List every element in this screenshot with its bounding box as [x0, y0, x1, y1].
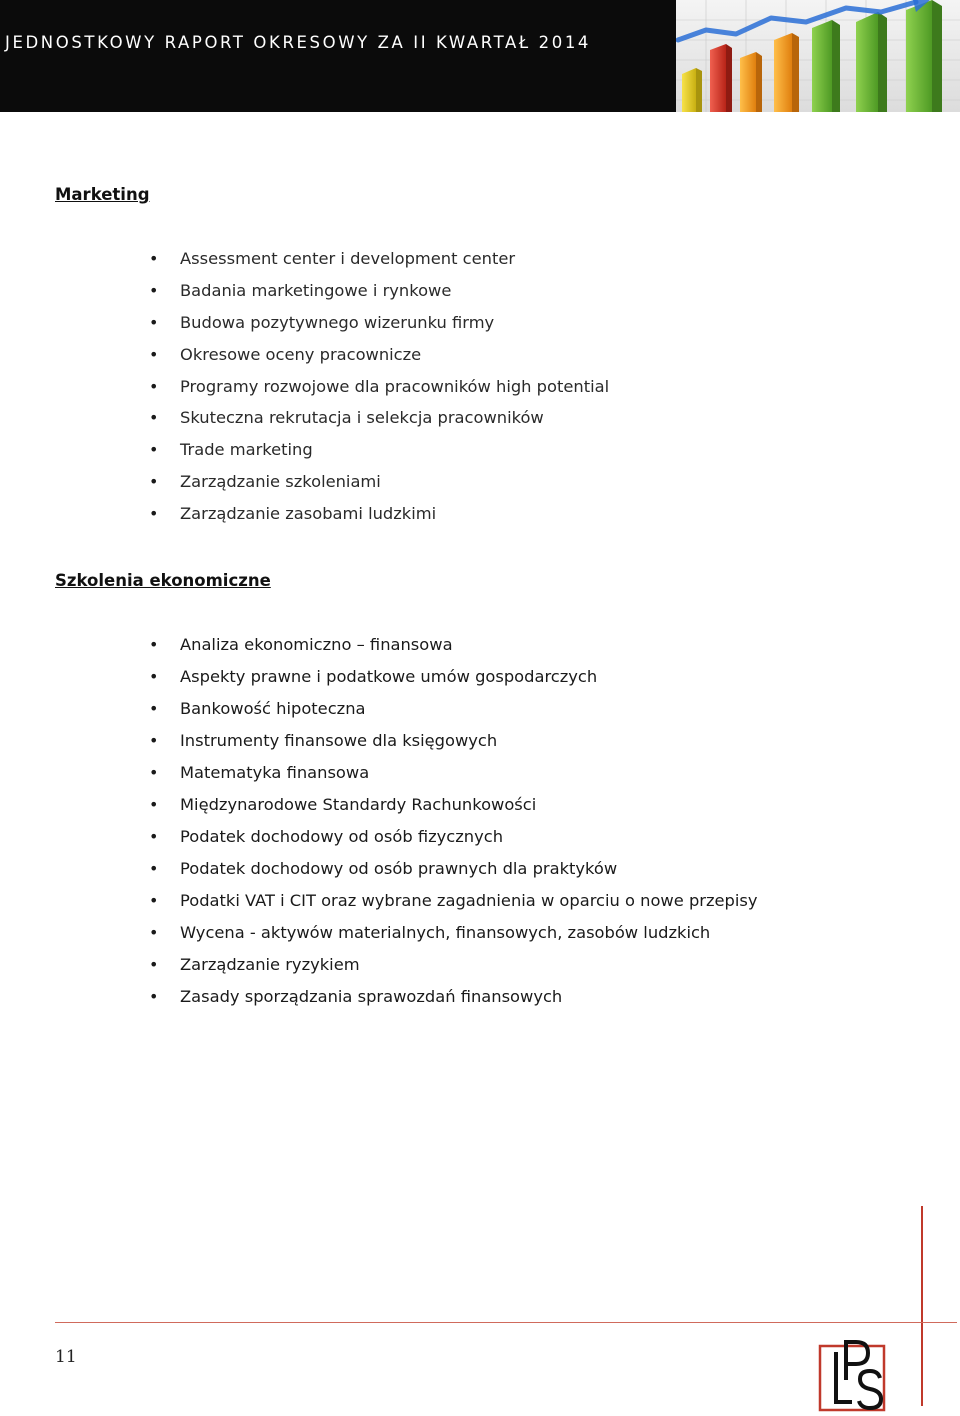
list-item-text: Podatek dochodowy od osób prawnych dla praktyków [180, 859, 618, 878]
bullet: • [149, 987, 159, 1006]
bullet: • [149, 667, 159, 686]
bullet: • [149, 955, 159, 974]
list-item-text: Badania marketingowe i rynkowe [180, 280, 452, 300]
list-item-text: Podatki VAT i CIT oraz wybrane zagadnienia w oparciu o nowe przepisy [180, 891, 758, 910]
section-heading-marketing: Marketing [55, 185, 150, 204]
bar-chart-graphic [676, 0, 960, 112]
list-item-text: Zarządzanie zasobami ludzkimi [180, 504, 437, 524]
list-item-text: Programy rozwojowe dla pracowników high potential [180, 376, 610, 396]
section-heading-szkolenia-ekonomiczne: Szkolenia ekonomiczne [55, 571, 271, 590]
bullet: • [149, 280, 159, 300]
list-item-text: Zasady sporządzania sprawozdań finansowych [180, 987, 563, 1006]
list-item-text: Podatek dochodowy od osób fizycznych [180, 827, 504, 846]
bullet: • [149, 312, 159, 332]
footer-divider [55, 1322, 957, 1323]
bullet: • [149, 859, 159, 878]
list-item-text: Zarządzanie ryzykiem [180, 955, 360, 974]
bullet: • [149, 731, 159, 750]
bullet: • [149, 408, 159, 428]
list-item-text: Wycena - aktywów materialnych, finansowych, zasobów ludzkich [180, 923, 711, 942]
list-item-text: Okresowe oceny pracownicze [180, 344, 422, 364]
list-item-text: Międzynarodowe Standardy Rachunkowości [180, 795, 537, 814]
bullet: • [149, 891, 159, 910]
list-item-text: Aspekty prawne i podatkowe umów gospodarczych [180, 667, 598, 686]
list-item-text: Skuteczna rekrutacja i selekcja pracowników [180, 408, 544, 428]
list-item-text: Analiza ekonomiczno – finansowa [180, 635, 453, 654]
bullet: • [149, 795, 159, 814]
footer-accent-line [921, 1206, 923, 1406]
bullet: • [149, 635, 159, 654]
report-header [0, 0, 960, 112]
lps-logo [816, 1338, 890, 1412]
bullet: • [149, 827, 159, 846]
list-item-text: Trade marketing [180, 440, 313, 460]
list-item-text: Assessment center i development center [180, 249, 516, 268]
bullet: • [149, 923, 159, 942]
bullet: • [149, 440, 159, 460]
list-item-text: Instrumenty finansowe dla księgowych [180, 731, 498, 750]
bullet: • [149, 699, 159, 718]
bullet: • [149, 376, 159, 396]
list-item-text: Zarządzanie szkoleniami [180, 472, 381, 492]
list-item-text: Matematyka finansowa [180, 763, 370, 782]
report-title: JEDNOSTKOWY RAPORT OKRESOWY ZA II KWARTAŁ 2014 [5, 33, 592, 52]
bullet: • [149, 504, 159, 524]
page-number: 11 [55, 1347, 77, 1367]
bullet: • [149, 763, 159, 782]
bullet: • [149, 249, 159, 268]
bullet: • [149, 344, 159, 364]
bullet: • [149, 472, 159, 492]
list-item-text: Bankowość hipoteczna [180, 699, 366, 718]
list-item-text: Budowa pozytywnego wizerunku firmy [180, 312, 495, 332]
